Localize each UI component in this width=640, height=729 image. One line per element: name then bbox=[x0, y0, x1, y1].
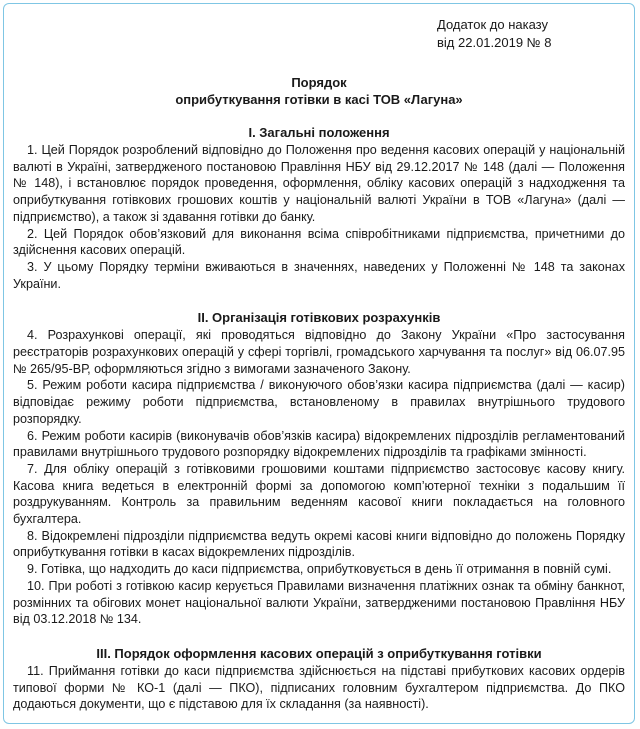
paragraph: 6. Режим роботи касирів (виконувачів обов’язків касира) відокремлених підрозділів регламентований правилами внутрішнього трудового розпорядку відокремлених підрозділів та графіками змінності. bbox=[13, 428, 625, 460]
paragraph: 5. Режим роботи касира підприємства / виконуючого обов’язки касира підприємства (далі — касир) відповідає режиму роботи підприємства, встановленому в правилах внутрішнього трудового розпорядку. bbox=[13, 378, 625, 426]
paragraph: 7. Для обліку операцій з готівковими грошовими коштами підприємство застосовує касову книгу. Касова книга ведеться в електронній формі за допомогою комп’ютерної техніки з подальшим її роздрукуванням. Контроль за правильним веденням касової книги покладається на головного бухгалтера. bbox=[13, 461, 625, 527]
annex-line-2: від 22.01.2019 № 8 bbox=[437, 35, 552, 50]
paragraph: 11. Приймання готівки до каси підприємства здійснюється на підставі прибуткових касових ордерів типової форми № КО-1 (далі — ПКО), підписаних головним бухгалтером підприємства. До ПКО додаються документи, що є підставою для їх складання (за наявності). bbox=[13, 663, 625, 712]
section-cash-settlements bbox=[13, 309, 625, 628]
document-frame bbox=[3, 3, 635, 724]
annex-line-1: Додаток до наказу bbox=[437, 17, 548, 32]
paragraph: 8. Відокремлені підрозділи підприємства ведуть окремі касові книги відповідно до положень Порядку оприбуткування готівки в касах відокремлених підрозділів. bbox=[13, 528, 625, 560]
section-cash-operations bbox=[13, 645, 625, 713]
title-line-1: Порядок bbox=[291, 75, 347, 90]
annex-note bbox=[437, 16, 625, 52]
document-title bbox=[13, 74, 625, 108]
section-heading: I. Загальні положення bbox=[248, 125, 390, 140]
paragraph: 9. Готівка, що надходить до каси підприємства, оприбутковується в день її отримання в повній сумі. bbox=[27, 562, 612, 577]
paragraph: 2. Цей Порядок обов’язковий для виконання всіма співробітниками підприємства, причетними до здійснення касових операцій. bbox=[13, 226, 625, 258]
paragraph: 10. При роботі з готівкою касир керується Правилами визначення платіжних ознак та обміну банкнот, розмінних та обігових монет національної валюти України, затвердженими постановою Правління НБУ від 03.12.2018 № 134. bbox=[13, 578, 625, 627]
section-heading: III. Порядок оформлення касових операцій з оприбуткування готівки bbox=[96, 645, 542, 661]
section-general bbox=[13, 124, 625, 292]
document bbox=[13, 16, 625, 724]
section-heading: II. Організація готівкових розрахунків bbox=[197, 310, 441, 326]
paragraph: 1. Цей Порядок розроблений відповідно до Положення про ведення касових операцій у національній валюті в Україні, затвердженого постановою Правління НБУ від 29.12.2017 № 148 (далі — Положення № 148), і встановлює порядок проведення, оформлення, обліку касових операцій з надходження та оприбуткування готівкових грошових коштів у національній валюті України в ТОВ «Лагуна» (далі — підприємство), а також зі здавання готівки до банку. bbox=[13, 143, 625, 224]
paragraph: 3. У цьому Порядку терміни вживаються в значеннях, наведених у Положенні № 148 та законах України. bbox=[13, 259, 625, 291]
title-line-2: оприбуткування готівки в касі ТОВ «Лагуна» bbox=[175, 92, 463, 107]
paragraph: 4. Розрахункові операції, які проводяться відповідно до Закону України «Про застосування реєстраторів розрахункових операцій у сфері торгівлі, громадського харчування та послуг» від 06.07.95 № 265/95-ВР, оформляються згідно з вимогами зазначеного Закону. bbox=[13, 328, 625, 376]
